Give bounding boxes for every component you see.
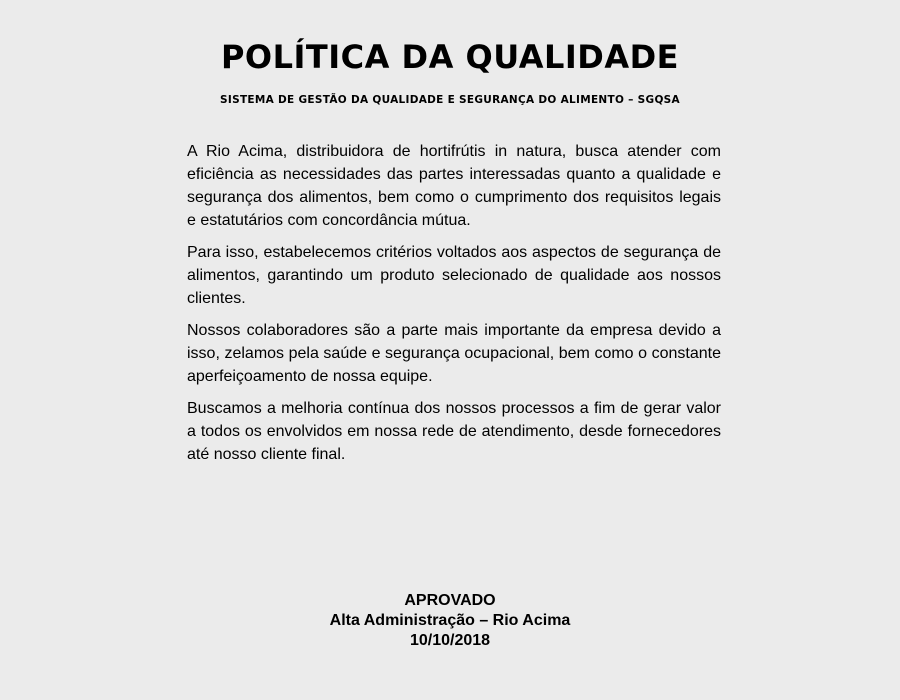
document-title: POLÍTICA DA QUALIDADE bbox=[220, 38, 680, 76]
approval-authority: Alta Administração – Rio Acima bbox=[329, 612, 571, 629]
approval-block bbox=[0, 591, 900, 651]
policy-paragraph-4: Buscamos a melhoria contínua dos nossos processos a fim de gerar valor a todos os envolvidos em nossa rede de atendimento, desde fornecedores até nosso cliente final. bbox=[187, 400, 721, 463]
policy-paragraph-3: Nossos colaboradores são a parte mais importante da empresa devido a isso, zelamos pela saúde e segurança ocupacional, bem como o constante aperfeiçoamento de nossa equipe. bbox=[187, 322, 721, 385]
document-subtitle: SISTEMA DE GESTÃO DA QUALIDADE E SEGURANÇA DO ALIMENTO – SGQSA bbox=[220, 94, 680, 106]
approval-date: 10/10/2018 bbox=[409, 632, 491, 649]
policy-paragraph-2: Para isso, estabelecemos critérios voltados aos aspectos de segurança de alimentos, garantindo um produto selecionado de qualidade aos nossos clientes. bbox=[187, 244, 721, 307]
policy-paragraph-1: A Rio Acima, distribuidora de hortifrútis in natura, busca atender com eficiência as necessidades das partes interessadas quanto a qualidade e segurança dos alimentos, bem como o cumprimento dos requisitos legais e estatutários com concordância mútua. bbox=[187, 143, 721, 229]
policy-body bbox=[187, 140, 721, 475]
approval-status: APROVADO bbox=[404, 592, 496, 609]
